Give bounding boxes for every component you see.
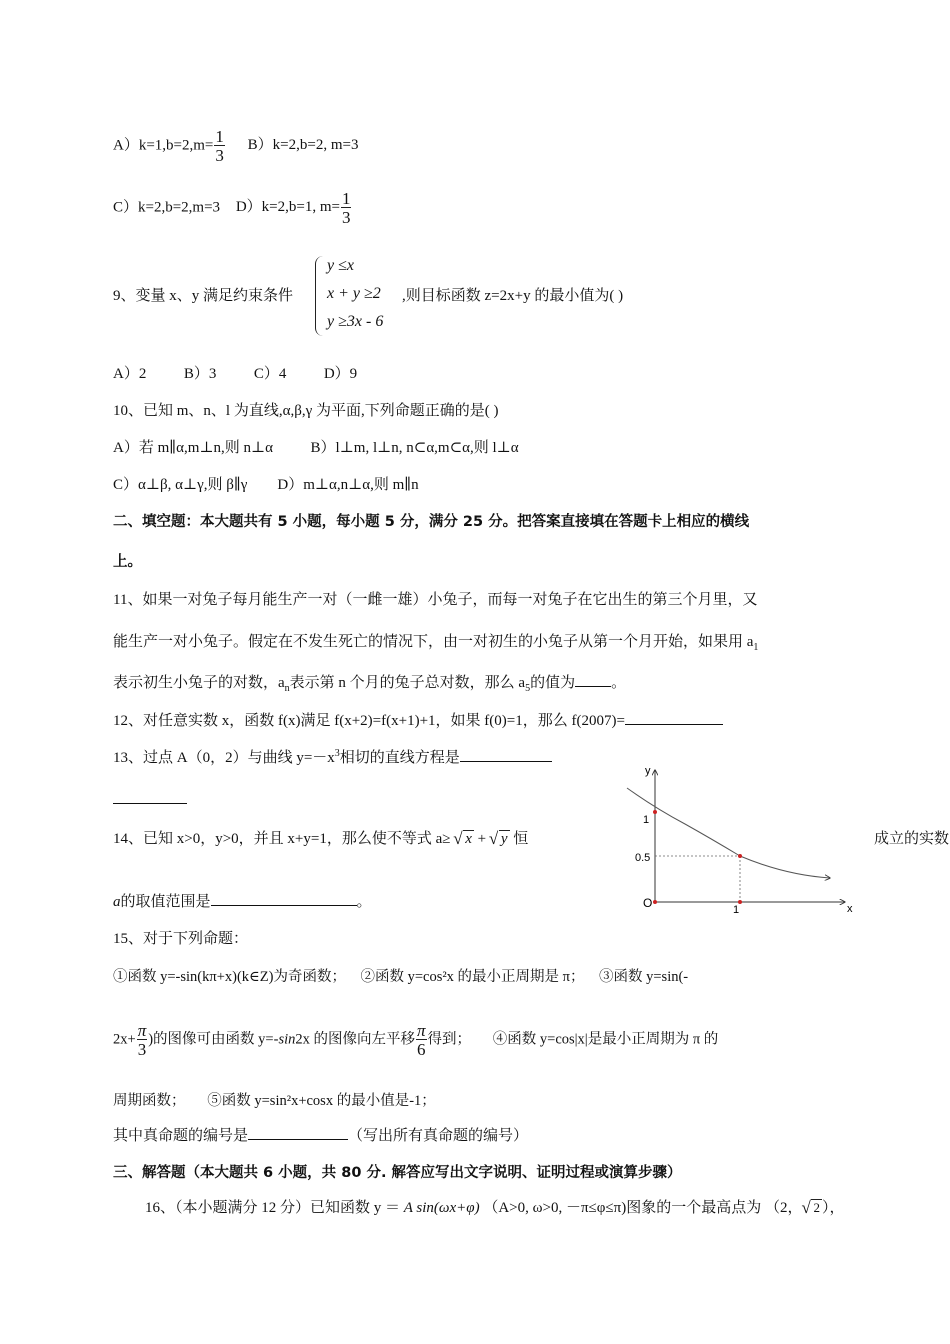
answer-blank xyxy=(575,672,611,687)
function-graph xyxy=(615,760,865,920)
x-axis-label: x xyxy=(847,903,853,915)
q15-line4: 其中真命题的编号是 （写出所有真命题的编号） xyxy=(113,1124,528,1145)
q11-line3: 表示初生小兔子的对数，$a_n$表示第 n 个月的兔子总对数，那么 $a_5$的值为 。 xyxy=(113,671,626,694)
q14-line2: a的取值范围是 。 xyxy=(113,890,372,911)
q15-stem: 15、对于下列命题： xyxy=(113,931,249,947)
decreasing-curve xyxy=(627,788,830,878)
sqrt-y: √ y xyxy=(490,831,510,848)
q14-stem: 14、已知 x>0，y>0，并且 x+y=1，那么使不等式 a≥ √ x + √ y 恒 xyxy=(113,827,528,848)
q11-line1: 11、如果一对兔子每月能生产一对（一雌一雄）小兔子，而每一对兔子在它出生的第三个月里，又 xyxy=(113,592,758,608)
tick-y-0.5: 0.5 xyxy=(635,852,651,864)
constraint-system: y ≤x x + y ≥2 y ≥3x - 6 xyxy=(315,254,435,338)
q9-stem-prefix: 9、变量 x、y 满足约束条件 xyxy=(113,288,294,304)
sqrt-2: √ 2 xyxy=(802,1200,822,1216)
q10-stem: 10、已知 m、n、l 为直线,α,β,γ 为平面,下列命题正确的是( ) xyxy=(113,403,499,419)
q13-answer-blank-cont xyxy=(113,789,187,809)
sqrt-x: √ x xyxy=(454,831,474,848)
fraction-one-third: $\frac{1}{3}$ xyxy=(341,189,351,227)
answer-blank xyxy=(248,1125,348,1140)
answer-blank xyxy=(625,710,723,725)
origin-label: O xyxy=(643,896,653,910)
fraction-pi-6: $\frac{\pi}{6}$ xyxy=(416,1021,426,1059)
q10-options-ab: A）若 m∥α,m⊥n,则 n⊥α B）l⊥m, l⊥n, n⊂α,m⊂α,则 l⊥α xyxy=(113,440,519,456)
point-origin xyxy=(653,900,657,904)
q12-stem: 12、对任意实数 x，函数 f(x)满足 f(x+2)=f(x+1)+1，如果 f(0)=1，那么 f(2007)= xyxy=(113,709,723,730)
section-2-heading: 二、填空题：本大题共有 5 小题，每小题 5 分，满分 25 分。把答案直接填在答题卡上相应的横线 xyxy=(113,514,750,530)
fraction-one-third: $\frac{1}{3}$ xyxy=(215,127,224,165)
q15-line2: 2x+ $\frac{\pi}{3}$ )的图像可由函数 y=-sin2x 的图像向左平移 $\frac{\pi}{6}$ 得到； ④函数 y=cos|x|是最小正周期为 π 的 xyxy=(113,1021,719,1059)
q11-line2: 能生产一对小兔子。假定在不发生死亡的情况下，由一对初生的小兔子从第一个月开始，如果用 $a_1$ xyxy=(113,634,759,653)
tick-x-1: 1 xyxy=(733,904,740,916)
left-brace xyxy=(315,256,324,336)
q8-options-cd: C）k=2,b=2,m=3 D）k=2,b=1, m= $\frac{1}{3}$ xyxy=(113,189,351,227)
tick-y-1: 1 xyxy=(643,814,650,826)
q14-stem-end: 成立的实数 xyxy=(874,831,950,847)
q9-options: A）2 B）3 C）4 D）9 xyxy=(113,366,358,382)
q15-line3: 周期函数； ⑤函数 y=sin²x+cosx 的最小值是-1； xyxy=(113,1093,436,1109)
q8-options-ab: A）k=1,b=2,m= $\frac{1}{3}$ B）k=2,b=2, m=3 xyxy=(113,127,359,165)
q9-stem-suffix: ,则目标函数 z=2x+y 的最小值为( ) xyxy=(402,288,624,304)
y-axis-label: y xyxy=(645,765,651,777)
q16-stem: 16、（本小题满分 12 分）已知函数 y ＝ A sin(ωx+φ) （A>0, ω>0, －π≤φ≤π)图象的一个最高点为 （2，√ 2 ）， xyxy=(145,1196,844,1217)
answer-blank xyxy=(113,789,187,804)
section-3-heading: 三、解答题（本大题共 6 小题，共 80 分. 解答应写出文字说明、证明过程或演算步骤） xyxy=(113,1165,682,1181)
answer-blank xyxy=(460,747,552,762)
section-2-heading-cont: 上。 xyxy=(113,554,142,570)
point-curve xyxy=(738,854,742,858)
q10-options-cd: C）α⊥β, α⊥γ,则 β∥γ D）m⊥α,n⊥α,则 m∥n xyxy=(113,477,419,493)
point-y1 xyxy=(653,810,657,814)
answer-blank xyxy=(211,891,357,906)
fraction-pi-3: $\frac{\pi}{3}$ xyxy=(137,1021,147,1059)
q15-line1: ①函数 y=-sin(kπ+x)(k∈Z)为奇函数； ②函数 y=cos²x 的最小正周期是 π； ③函数 y=sin(- xyxy=(113,969,689,985)
q13-stem: 13、过点 A（0，2）与曲线 $y=-x^3$相切的直线方程是 xyxy=(113,746,552,767)
